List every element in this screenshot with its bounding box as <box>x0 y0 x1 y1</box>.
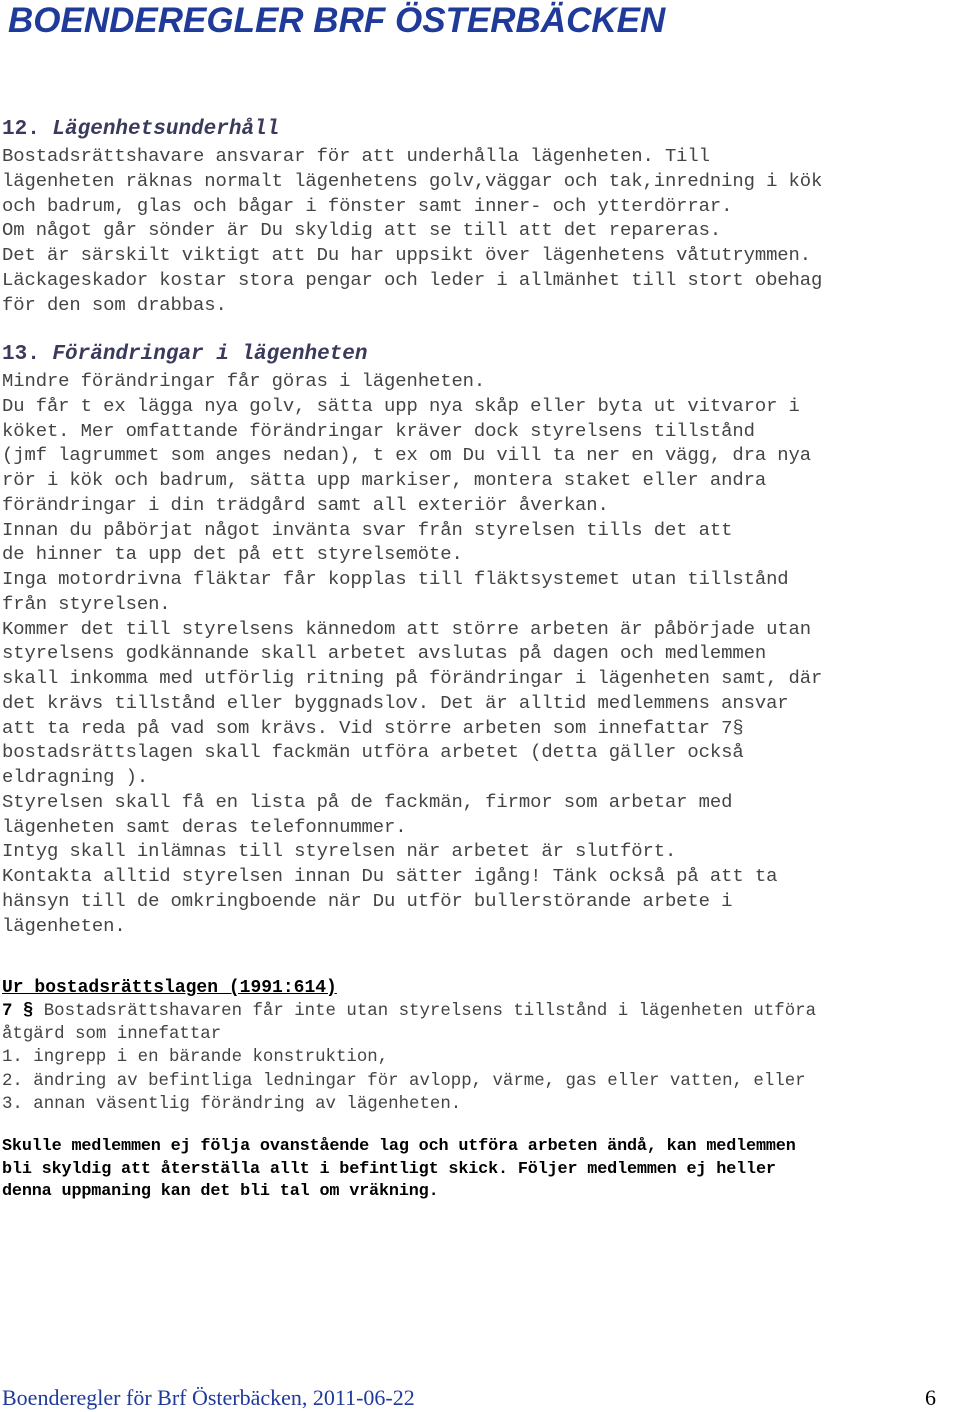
law-paragraph-number: 7 § <box>2 1002 34 1021</box>
law-text: Bostadsrättshavaren får inte utan styrelsens tillstånd i lägenheten utföra åtgärd som innefattar 1. ingrepp i en bärande konstruktion, 2. ändring av befintliga ledningar för avlopp, värme, gas eller vatten, eller 3. annan väsentlig förändring av lägenheten. <box>2 1002 817 1114</box>
page-number: 6 <box>925 1385 936 1410</box>
warning-notice: Skulle medlemmen ej följa ovanstående lag och utföra arbeten ändå, kan medlemmen bli skyldig att återställa allt i befintligt skick. Följer medlemmen ej heller denna uppmaning kan det bli tal om vräkning. <box>2 1137 796 1202</box>
document-title: BOENDEREGLER BRF ÖSTERBÄCKEN <box>8 1 666 40</box>
section-12-body: Bostadsrättshavare ansvarar för att underhålla lägenheten. Till lägenheten räknas normalt lägenhetens golv,väggar och tak,inredning i kök och badrum, glas och bågar i fönster samt inner- och ytterdörrar. Om något går sönder är Du skyldig att se till att det repareras. Det är särskilt viktigt att Du har uppsikt över lägenhetens våtutrymmen. Läckageskador kostar stora pengar och leder i allmänhet till stort obehag för den som drabbas. <box>2 145 823 316</box>
law-excerpt <box>2 1000 958 1116</box>
footer-text: Boenderegler för Brf Österbäcken, 2011-06-22 <box>2 1385 415 1410</box>
section-13-heading <box>2 342 952 368</box>
section-12-heading <box>2 117 952 143</box>
law-heading: Ur bostadsrättslagen (1991:614) <box>2 978 337 998</box>
section-12-number: 12. <box>2 118 40 141</box>
section-13-title: Förändringar i lägenheten <box>52 343 368 366</box>
section-12-title: Lägenhetsunderhåll <box>52 118 280 141</box>
section-13-number: 13. <box>2 343 40 366</box>
section-13-body: Mindre förändringar får göras i lägenheten. Du får t ex lägga nya golv, sätta upp nya skåp eller byta ut vitvaror i köket. Mer omfattande förändringar kräver dock styrelsens tillstånd (jmf lagrummet som anges nedan), t ex om Du vill ta ner en vägg, dra nya rör i kök och badrum, sätta upp markiser, montera staket eller andra förändringar i din trädgård samt all exteriör åverkan. Innan du påbörjat något invänta svar från styrelsen tills det att de hinner ta upp det på ett styrelsemöte. Inga motordrivna fläktar får kopplas till fläktsystemet utan tillstånd från styrelsen. Kommer det till styrelsens kännedom att större arbeten är påbörjade utan styrelsens godkännande skall arbetet avslutas på dagen och medlemmen skall inkomma med utförlig ritning på förändringar i lägenheten samt, där det krävs tillstånd eller byggnadslov. Det är alltid medlemmens ansvar att ta reda på vad som krävs. Vid större arbeten som innefattar 7§ bostadsrättslagen skall fackmän utföra arbetet (detta gäller också eldragning ). Styrelsen skall få en lista på de fackmän, firmor som arbetar med lägenheten samt deras telefonnummer. Intyg skall inlämnas till styrelsen när arbetet är slutfört. Kontakta alltid styrelsen innan Du sätter igång! Tänk också på att ta hänsyn till de omkringboende när Du utför bullerstörande arbete i lägenheten. <box>2 370 823 937</box>
